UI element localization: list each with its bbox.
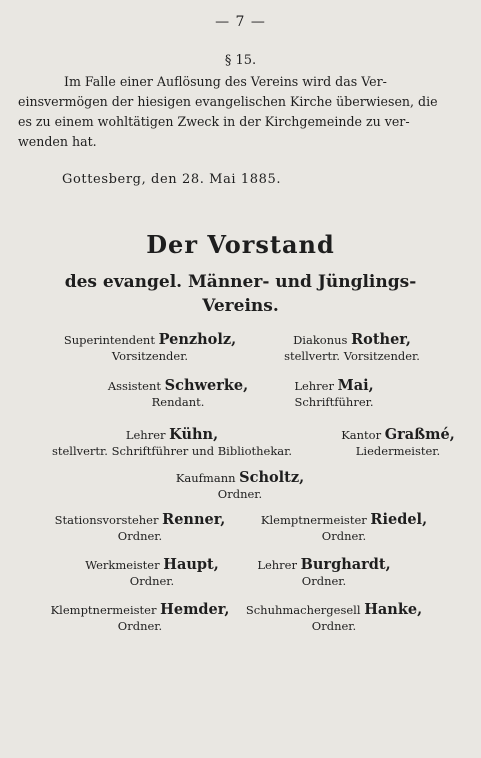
paragraph-line: es zu einem wohltätigen Zweck in der Kirchgemeinde zu ver- <box>18 114 410 129</box>
member-name: Hanke, <box>364 601 423 618</box>
paragraph-line: einsvermögen der hiesigen evangelischen Kirche überwiesen, die <box>18 94 438 109</box>
member-name: Mai, <box>337 377 374 394</box>
member-entry <box>85 556 219 589</box>
member-entry <box>261 511 427 544</box>
member-entry <box>341 426 455 459</box>
member-name: Rother, <box>351 331 411 348</box>
paragraph-line: Im Falle einer Auflösung des Vereins wird das Ver- <box>64 74 387 89</box>
member-title: Diakonus <box>293 333 348 347</box>
member-name: Haupt, <box>163 556 219 573</box>
member-title: Stationsvorsteher <box>54 513 159 527</box>
subtitle-line: des evangel. Männer- und Jünglings- <box>64 272 417 292</box>
member-entry <box>257 556 390 589</box>
member-title: Klemptnermeister <box>260 513 367 527</box>
member-entry <box>108 377 248 410</box>
member-title: Kantor <box>341 428 382 442</box>
member-entry <box>176 469 304 502</box>
member-role: Ordner. <box>217 487 263 501</box>
member-title: Schuhmachergesell <box>245 603 361 617</box>
member-title: Lehrer <box>294 379 334 393</box>
board-title: Der Vorstand <box>146 230 335 259</box>
member-entry <box>294 377 373 410</box>
member-role: Ordner. <box>301 574 347 588</box>
member-name: Kühn, <box>169 426 219 443</box>
member-title: Superintendent <box>63 333 155 347</box>
member-role: Schriftführer. <box>294 395 374 409</box>
member-role: Ordner. <box>117 529 163 543</box>
dateline: Gottesberg, den 28. Mai 1885. <box>62 172 282 187</box>
paragraph-line: wenden hat. <box>18 134 97 149</box>
member-role: Liedermeister. <box>355 444 441 458</box>
subtitle-line: Vereins. <box>202 296 279 316</box>
member-name: Renner, <box>162 511 226 528</box>
member-title: Kaufmann <box>175 471 236 485</box>
member-name: Penzholz, <box>158 331 237 348</box>
member-role: Vorsitzender. <box>111 349 189 363</box>
member-title: Klemptnermeister <box>50 603 157 617</box>
member-entry <box>55 511 226 544</box>
member-title: Assistent <box>107 379 161 393</box>
member-title: Lehrer <box>125 428 166 442</box>
page-number: — 7 — <box>215 14 266 30</box>
member-role: stellvertr. Schriftführer und Bibliothekar. <box>51 444 293 458</box>
member-role: Ordner. <box>129 574 175 588</box>
section-heading: § 15. <box>224 53 257 68</box>
member-entry <box>246 601 422 634</box>
member-name: Schwerke, <box>164 377 249 394</box>
member-entry <box>51 601 230 634</box>
member-name: Graßmé, <box>384 426 455 443</box>
member-name: Riedel, <box>370 511 428 528</box>
member-role: Ordner. <box>117 619 163 633</box>
member-entry <box>52 426 292 459</box>
board-subtitle <box>0 270 481 318</box>
member-name: Burghardt, <box>300 556 391 573</box>
member-role: stellvertr. Vorsitzender. <box>284 349 420 363</box>
member-role: Rendant. <box>151 395 205 409</box>
member-title: Lehrer <box>257 558 297 572</box>
member-name: Scholtz, <box>239 469 305 486</box>
member-title: Werkmeister <box>85 558 160 572</box>
member-role: Ordner. <box>321 529 367 543</box>
member-name: Hemder, <box>160 601 230 618</box>
member-entry <box>284 331 420 364</box>
member-role: Ordner. <box>311 619 357 633</box>
section-paragraph <box>18 72 464 152</box>
member-entry <box>64 331 236 364</box>
